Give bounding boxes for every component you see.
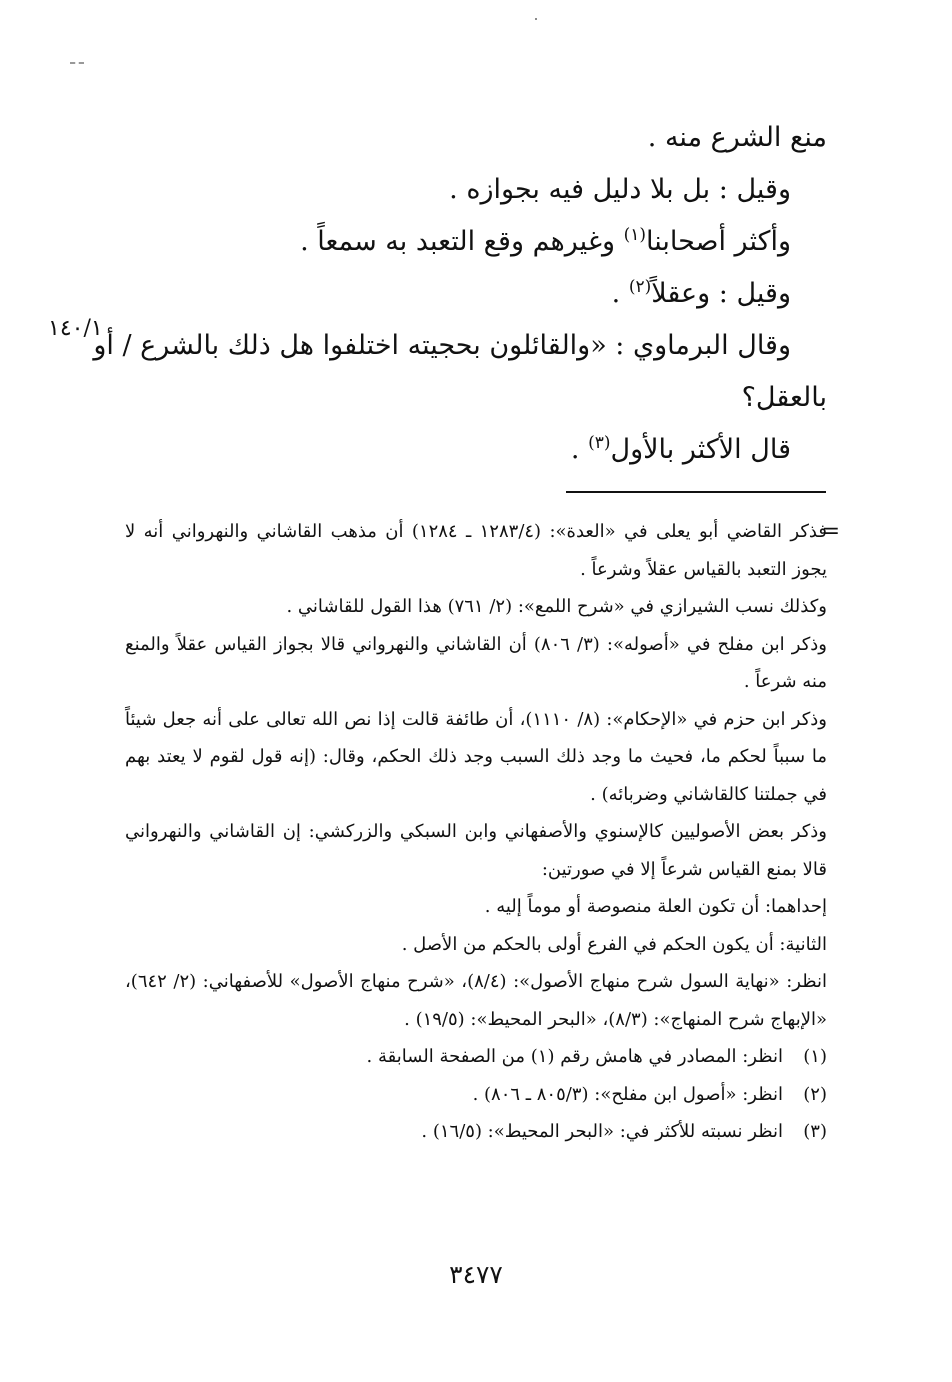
footnotes: [125, 513, 827, 1151]
footnote-text-3: انظر نسبته للأكثر في: «البحر المحيط»: (١٦/٥) .: [421, 1121, 783, 1142]
main-line-4-end: .: [611, 278, 629, 309]
footnote-item-3: [125, 1113, 827, 1151]
footnote-number-1: (١): [803, 1046, 827, 1067]
main-line-7-end: .: [570, 434, 589, 465]
main-line-7: [125, 424, 827, 476]
main-line-6: بالعقل؟: [741, 382, 827, 413]
main-line-3-end: وغيرهم وقع التعبد به سمعاً .: [300, 226, 615, 257]
footnote-number-2: (٢): [803, 1083, 827, 1105]
margin-manuscript-ref: ١٤٠/١: [48, 316, 103, 341]
scan-speck: [535, 18, 537, 20]
main-line-3-start: وأكثر أصحابنا: [646, 226, 791, 257]
footnote-paragraph-3: وذكر ابن مفلح في «أصوله»: (٣/ ٨٠٦) أن القاشاني والنهرواني قالا بجواز القياس عقلاً والمنع منه شرعاً .: [125, 633, 827, 692]
main-line-2: وقيل : بل بلا دليل فيه بجوازه .: [449, 174, 791, 205]
footnote-item-2: [125, 1076, 827, 1114]
main-line-1: منع الشرع منه .: [647, 122, 827, 153]
note-ref-1: (١): [623, 225, 646, 245]
footnote-paragraph-7: الثانية: أن يكون الحكم في الفرع أولى بالحكم من الأصل .: [401, 933, 827, 955]
footnote-paragraph-5: وذكر بعض الأصوليين كالإسنوي والأصفهاني وابن السبكي والزركشي: إن القاشاني والنهرواني قالا بمنع القياس شرعاً إلا في صورتين:: [125, 821, 827, 880]
footnote-text-1: انظر: المصادر في هامش رقم (١) من الصفحة السابقة .: [366, 1046, 783, 1067]
main-text: [93, 112, 827, 476]
footnote-paragraph-2: وكذلك نسب الشيرازي في «شرح اللمع»: (٢/ ٧٦١) هذا القول للقاشاني .: [286, 596, 827, 617]
footnote-text-2: انظر: «أصول ابن مفلح»: (٨٠٥/٣ ـ ٨٠٦) .: [472, 1083, 783, 1105]
footnote-item-1: [125, 1038, 827, 1076]
footnote-number-3: (٣): [803, 1121, 827, 1142]
main-line-4: [125, 268, 827, 320]
note-ref-3: (٣): [588, 433, 611, 453]
main-line-3: [125, 216, 827, 268]
continuation-mark: =: [821, 519, 840, 544]
footnote-paragraph-4: وذكر ابن حزم في «الإحكام»: (٨/ ١١١٠)، أن طائفة قالت إذا نص الله تعالى على أنه جعل شيئاً ما سبباً لحكم ما، فحيث ما وجد ذلك السبب وجد ذلك الحكم، وقال: (إنه قول لقوم لا يعتد بهم في جملتنا كالقاشاني وضربائه) .: [125, 708, 827, 805]
main-line-4-start: وقيل : وعقلاً: [651, 278, 791, 309]
main-line-7-start: قال الأكثر بالأول: [610, 434, 791, 465]
footnote-paragraph-1: فذكر القاضي أبو يعلى في «العدة»: (١٢٨٣/٤ ـ ١٢٨٤) أن مذهب القاشاني والنهرواني أنه لا يجوز التعبد بالقياس عقلاً وشرعاً .: [125, 521, 827, 580]
main-line-5: وقال البرماوي : «والقائلون بحجيته اختلفوا هل ذلك بالشرع / أو: [93, 330, 791, 361]
footnote-paragraph-6: إحداهما: أن تكون العلة منصوصة أو موماً إليه .: [484, 896, 827, 917]
scan-edge-mark: [70, 62, 84, 64]
footnote-separator: [566, 491, 826, 493]
page-number: ٣٤٧٧: [449, 1260, 503, 1289]
footnote-paragraph-8: انظر: «نهاية السول شرح منهاج الأصول»: (٨/٤)، «شرح منهاج الأصول» للأصفهاني: (٢/ ٦٤٢)، «الإبهاج شرح المنهاج»: (٨/٣)، «البحر المحيط»: (١٩/٥) .: [125, 971, 827, 1030]
note-ref-2: (٢): [628, 277, 652, 297]
footnote-list: [125, 1038, 827, 1151]
